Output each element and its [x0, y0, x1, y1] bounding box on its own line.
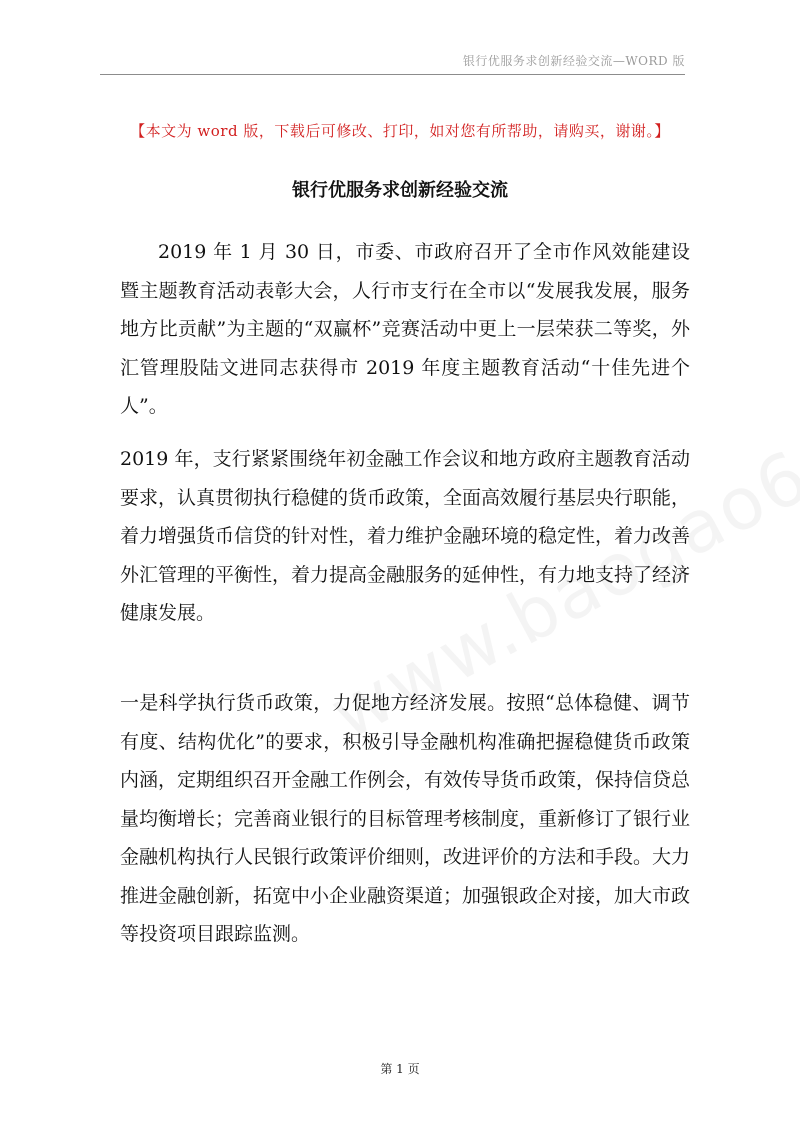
page-number: 第 1 页: [380, 1062, 420, 1076]
running-header: 银行优服务求创新经验交流—WORD 版: [100, 52, 685, 75]
document-title: 银行优服务求创新经验交流: [292, 180, 508, 201]
paragraph-3: 一是科学执行货币政策，力促地方经济发展。按照“总体稳健、调节有度、结构优化”的要求，积极引导金融机构准确把握稳健货币政策内涵，定期组织召开金融工作例会，有效传导货币政策，保持信贷总量均衡增长；完善商业银行的目标管理考核制度，重新修订了银行业金融机构执行人民银行政策评价细则，改进评价的方法和手段。大力推进金融创新，拓宽中小企业融资渠道；加强银政企对接，加大市政等投资项目跟踪监测。: [120, 692, 691, 945]
paragraph-2: 2019 年，支行紧紧围绕年初金融工作会议和地方政府主题教育活动要求，认真贯彻执行稳健的货币政策，全面高效履行基层央行职能，着力增强货币信贷的针对性，着力维护金融环境的稳定性，着力改善外汇管理的平衡性，着力提高金融服务的延伸性，有力地支持了经济健康发展。: [120, 448, 691, 624]
paragraph-1: 2019 年 1 月 30 日，市委、市政府召开了全市作风效能建设暨主题教育活动表彰大会，人行市支行在全市以“发展我发展，服务地方比贡献”为主题的“双赢杯”竞赛活动中更上一层荣获二等奖，外汇管理股陆文进同志获得市 2019 年度主题教育活动“十佳先进个人”。: [120, 241, 690, 417]
purchase-notice: 【本文为 word 版，下载后可修改、打印，如对您有所帮助，请购买，谢谢。】: [130, 122, 670, 140]
